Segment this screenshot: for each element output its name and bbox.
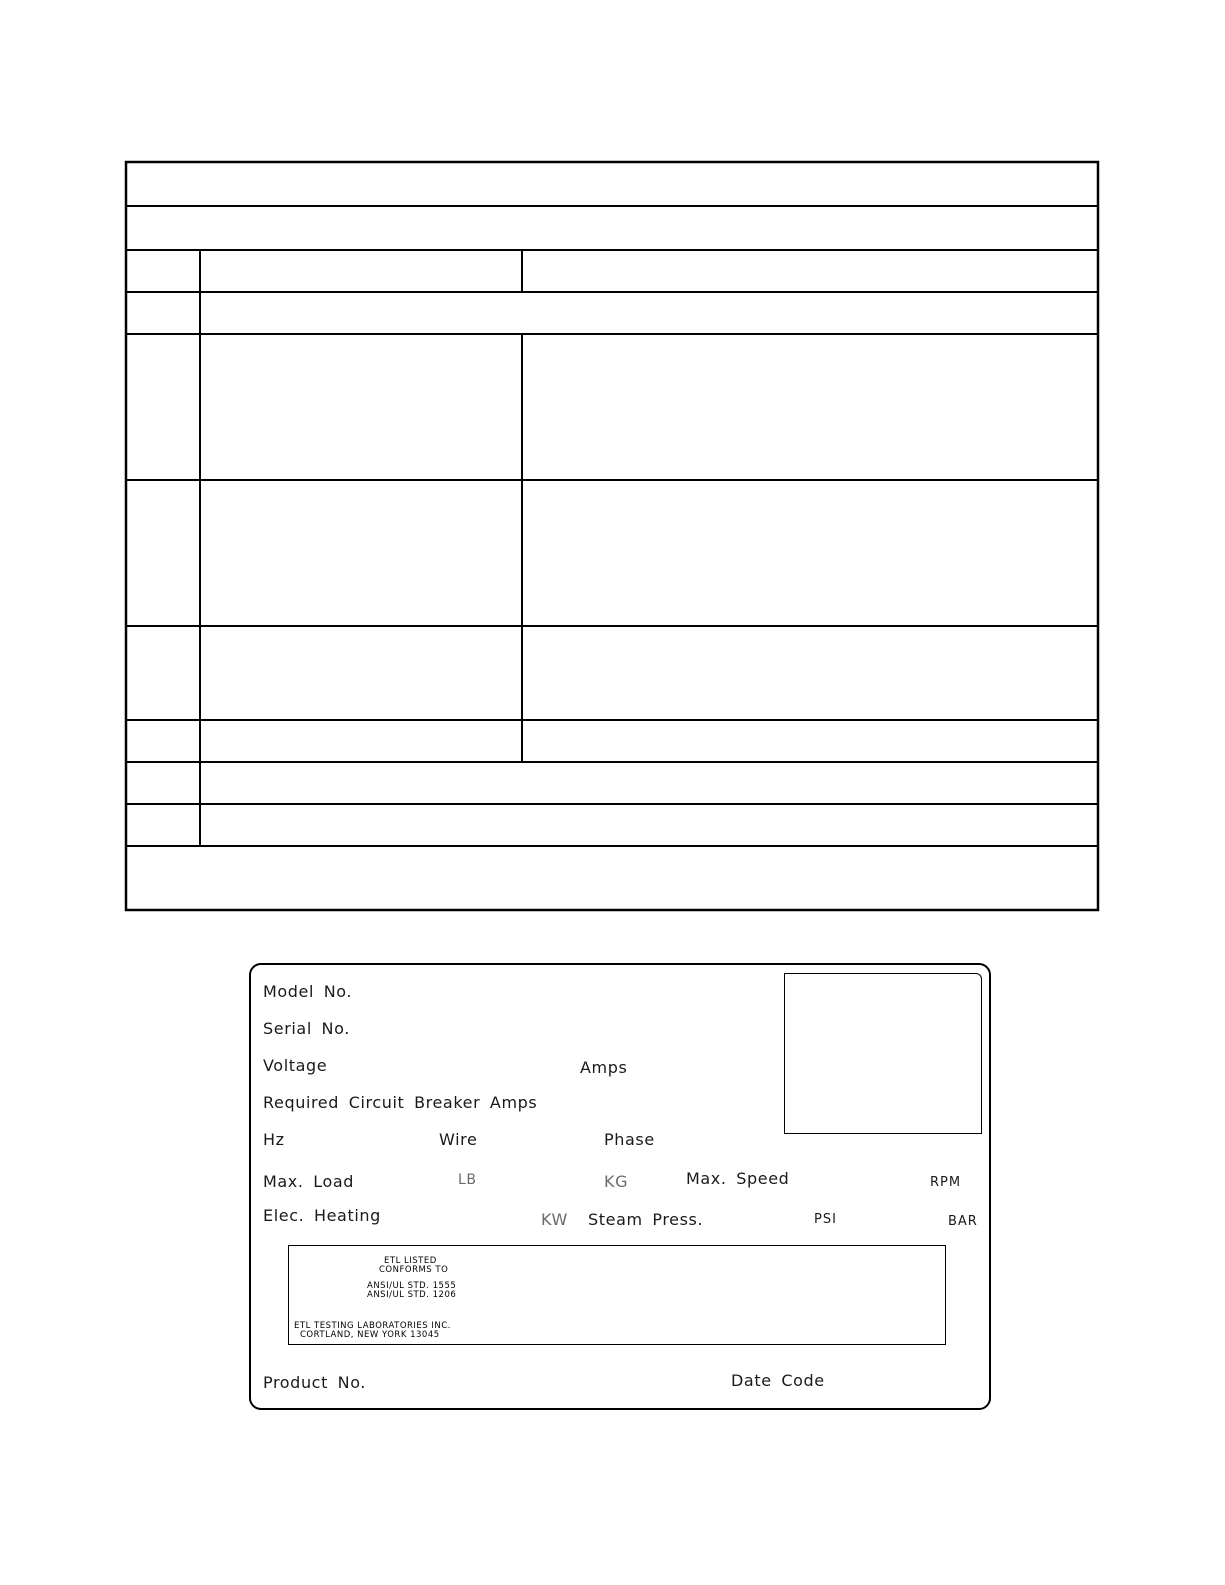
lb-unit: LB [458, 1172, 477, 1188]
rpm-unit: RPM [930, 1175, 962, 1190]
elec-heating-label: Elec. Heating [263, 1206, 381, 1225]
voltage-label: Voltage [263, 1056, 328, 1075]
psi-unit: PSI [814, 1212, 837, 1227]
max-load-label: Max. Load [263, 1172, 355, 1191]
bar-unit: BAR [948, 1214, 978, 1229]
kg-unit: KG [604, 1172, 629, 1191]
model-no-label: Model No. [263, 982, 353, 1001]
hz-label: Hz [263, 1130, 285, 1149]
steam-press-label: Steam Press. [588, 1210, 704, 1229]
wire-label: Wire [439, 1130, 478, 1149]
amps-label: Amps [580, 1058, 628, 1077]
kw-unit: KW [541, 1210, 568, 1229]
plate-photo-box [784, 973, 982, 1134]
max-speed-label: Max. Speed [686, 1169, 790, 1188]
circuit-breaker-label: Required Circuit Breaker Amps [263, 1093, 538, 1112]
etl-conforms-text: CONFORMS TO [379, 1265, 449, 1275]
etl-listed-text: ETL LISTED [384, 1256, 437, 1266]
phase-label: Phase [604, 1130, 655, 1149]
etl-standard-1206: ANSI/UL STD. 1206 [367, 1290, 457, 1300]
etl-lab-name: ETL TESTING LABORATORIES INC. [294, 1321, 451, 1331]
product-no-label: Product No. [263, 1373, 366, 1392]
date-code-label: Date Code [731, 1371, 825, 1390]
serial-no-label: Serial No. [263, 1019, 350, 1038]
etl-lab-address: CORTLAND, NEW YORK 13045 [300, 1330, 440, 1340]
etl-standard-1555: ANSI/UL STD. 1555 [367, 1281, 457, 1291]
form-outer-border [126, 162, 1098, 910]
